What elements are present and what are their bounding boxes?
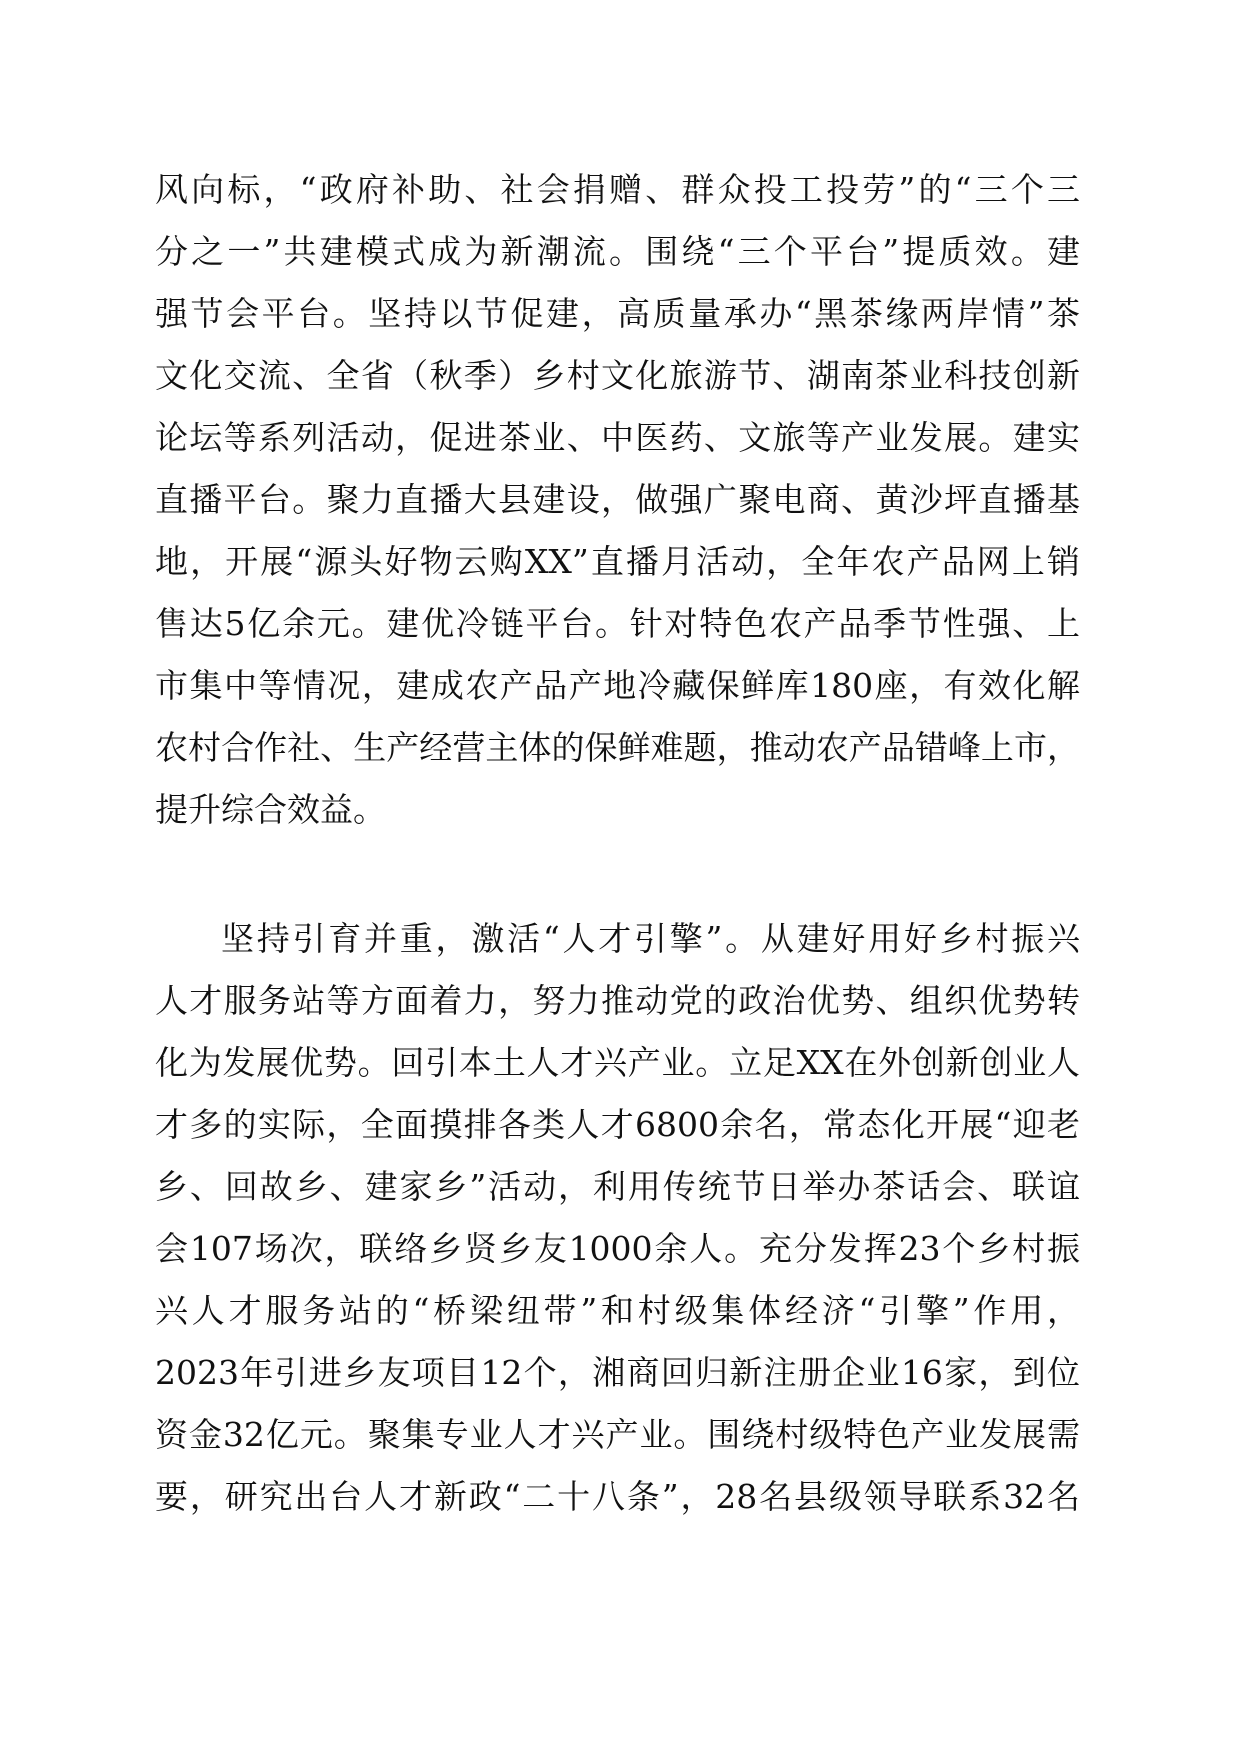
paragraph-line: 会107场次，联络乡贤乡友1000余人。充分发挥23个乡村振 xyxy=(155,1229,1080,1268)
paragraph-line: 兴人才服务站的“桥梁纽带”和村级集体经济“引擎”作用， xyxy=(155,1291,1080,1330)
paragraph-line: 资金32亿元。聚集专业人才兴产业。围绕村级特色产业发展需 xyxy=(155,1415,1080,1454)
paragraph-line: 化为发展优势。回引本土人才兴产业。立足XX在外创新创业人 xyxy=(155,1043,1080,1082)
paragraph-line: 地，开展“源头好物云购XX”直播月活动，全年农产品网上销 xyxy=(155,542,1080,581)
paragraph-line: 要，研究出台人才新政“二十八条”，28名县级领导联系32名 xyxy=(155,1477,1080,1516)
paragraph-line: 直播平台。聚力直播大县建设，做强广聚电商、黄沙坪直播基 xyxy=(155,480,1080,519)
paragraph-line: 提升综合效益。 xyxy=(155,790,386,829)
paragraph-line: 农村合作社、生产经营主体的保鲜难题，推动农产品错峰上市， xyxy=(155,728,1080,767)
paragraph-line: 分之一”共建模式成为新潮流。围绕“三个平台”提质效。建 xyxy=(155,232,1080,271)
paragraph-line: 文化交流、全省（秋季）乡村文化旅游节、湖南茶业科技创新 xyxy=(155,356,1080,395)
paragraph-line: 才多的实际，全面摸排各类人才6800余名，常态化开展“迎老 xyxy=(155,1105,1080,1144)
paragraph-line: 2023年引进乡友项目12个，湘商回归新注册企业16家，到位 xyxy=(155,1353,1080,1392)
paragraph-line: 售达5亿余元。建优冷链平台。针对特色农产品季节性强、上 xyxy=(155,604,1080,643)
paragraph-line: 论坛等系列活动，促进茶业、中医药、文旅等产业发展。建实 xyxy=(155,418,1080,457)
paragraph-line: 强节会平台。坚持以节促建，高质量承办“黑茶缘两岸情”茶 xyxy=(155,294,1080,333)
paragraph-line: 市集中等情况，建成农产品产地冷藏保鲜库180座，有效化解 xyxy=(155,666,1080,705)
paragraph-line: 乡、回故乡、建家乡”活动，利用传统节日举办茶话会、联谊 xyxy=(155,1167,1080,1206)
paragraph-line: 风向标，“政府补助、社会捐赠、群众投工投劳”的“三个三 xyxy=(155,170,1080,209)
paragraph-line: 人才服务站等方面着力，努力推动党的政治优势、组织优势转 xyxy=(155,981,1080,1020)
paragraph-line: 坚持引育并重，激活“人才引擎”。从建好用好乡村振兴 xyxy=(221,919,1080,958)
